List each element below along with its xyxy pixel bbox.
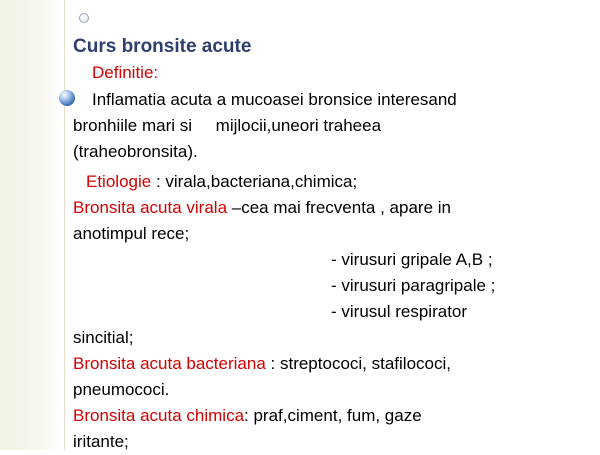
definitie-text-line-3: [73, 139, 571, 165]
definitie-text-2: bronhiile mari si mijlocii,uneori traheea: [73, 116, 382, 135]
virus-item-3b: [73, 325, 571, 351]
bacteriana-text-2: pneumococi.: [73, 380, 170, 399]
definitie-text-1: Inflamatia acuta a mucoasei bronsice interesand: [92, 90, 457, 109]
chimica-label: Bronsita acuta chimica: [73, 406, 245, 425]
definitie-label: Definitie:: [92, 63, 159, 82]
chimica-text: : praf,ciment, fum, gaze: [244, 406, 422, 425]
etiologie-label: Etiologie: [86, 172, 152, 191]
chimica-line-2: [73, 429, 571, 455]
virala-line-2: [73, 221, 571, 247]
definitie-line: [73, 60, 571, 86]
virus-text-2: - virusuri paragripale ;: [331, 276, 496, 295]
virala-line: [73, 195, 571, 221]
slide-title: Curs bronsite acute: [73, 36, 252, 57]
virus-text-3b: sincitial;: [73, 328, 134, 347]
virala-text: –cea mai frecventa , apare in: [227, 198, 451, 217]
virala-text-2: anotimpul rece;: [73, 224, 190, 243]
chimica-text-2: iritante;: [73, 432, 129, 451]
virus-item-2: [73, 273, 571, 299]
definitie-text-line-2: [73, 113, 571, 139]
etiologie-text: : virala,bacteriana,chimica;: [151, 172, 358, 191]
chimica-line: [73, 403, 571, 429]
decorative-left-band: [0, 0, 64, 450]
bacteriana-line: [73, 351, 571, 377]
virus-text-3: - virusul respirator: [331, 302, 468, 321]
bacteriana-text: : streptococi, stafilococi,: [265, 354, 451, 373]
small-bullet-orb-icon: [79, 13, 89, 23]
definitie-text-line-1: [73, 87, 571, 113]
virala-label: Bronsita acuta virala: [73, 198, 228, 217]
slide-content: [73, 60, 571, 455]
definitie-text-3: (traheobronsita).: [73, 142, 198, 161]
bacteriana-label: Bronsita acuta bacteriana: [73, 354, 266, 373]
virus-text-1: - virusuri gripale A,B ;: [331, 250, 493, 269]
virus-item-3: [73, 299, 571, 325]
virus-item-1: [73, 247, 571, 273]
etiologie-line: [73, 169, 571, 195]
decorative-divider: [64, 0, 65, 450]
bacteriana-line-2: [73, 377, 571, 403]
